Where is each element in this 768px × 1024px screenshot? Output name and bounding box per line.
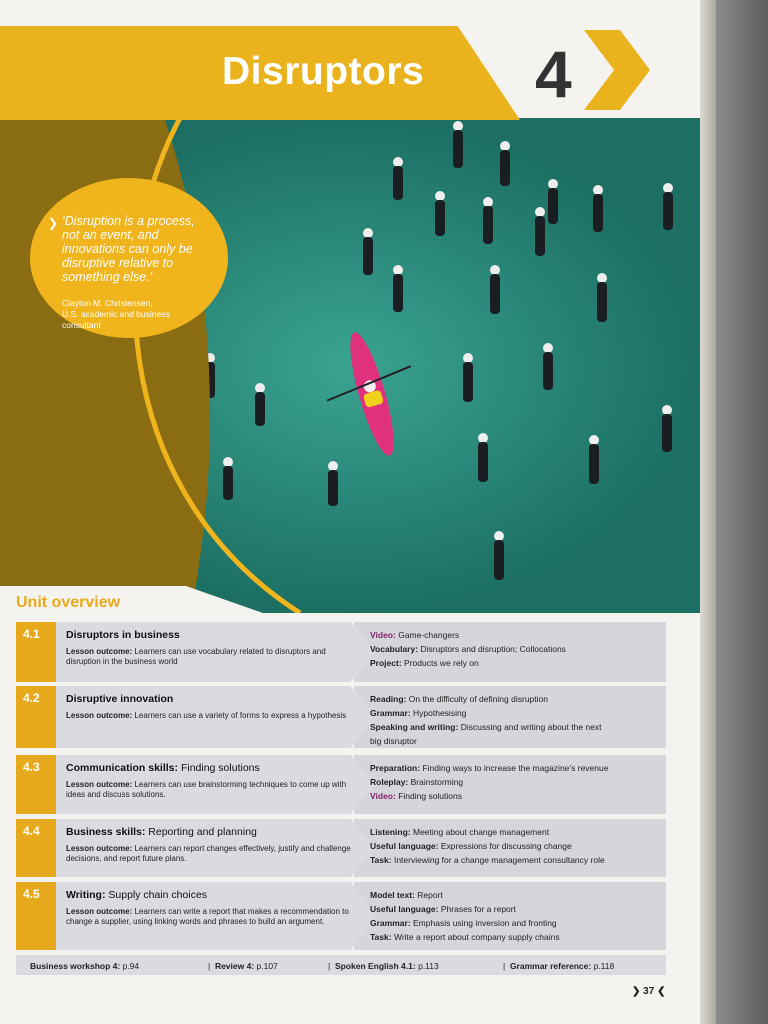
outcome-label: Lesson outcome: [66,711,133,720]
lesson-detail-item [370,855,605,865]
detail-text: Brainstorming [410,777,464,787]
detail-label: Preparation: [370,763,421,773]
outcome-label: Lesson outcome: [66,907,133,916]
detail-text: Hypothesising [413,708,467,718]
detail-text: Report [417,890,443,900]
lesson-detail-item [370,736,417,746]
detail-text: Game-changers [398,630,460,640]
footer-page: p.107 [256,961,278,971]
quote-author [62,298,202,331]
detail-text: Interviewing for a change management consultancy role [393,855,605,865]
outcome-text: Learners can use vocabulary related to disruptors and disruption in the business world [66,647,326,666]
detail-label: Vocabulary: [370,644,419,654]
quote-chevron-icon: ❯ [48,216,59,230]
footer-page: p.118 [593,961,615,971]
lesson-outcome [66,907,351,927]
lesson-detail-item [370,722,602,732]
lesson-row [16,755,666,814]
lesson-title-rest: Supply chain choices [105,889,208,901]
detail-label: Speaking and writing: [370,722,459,732]
footer-reference [30,961,139,971]
lesson-number-tab [16,686,56,748]
lesson-title-bold: Business skills: [66,826,146,838]
detail-label: Roleplay: [370,777,409,787]
footer-divider: | [208,961,215,971]
lesson-row [16,882,666,950]
unit-overview-heading: Unit overview [16,594,121,611]
detail-text: Expressions for discussing change [440,841,572,851]
lesson-detail-item [370,918,557,928]
lesson-row [16,819,666,877]
detail-text: Discussing and writing about the next [460,722,602,732]
outcome-text: Learners can write a report that makes a recommendation to change a supplier, using linking words and phrases to build an argument. [66,907,349,926]
detail-text: On the difficulty of defining disruption [408,694,548,704]
outcome-text: Learners can use brainstorming techniques to come up with ideas and discuss solutions. [66,780,347,799]
footer-reference [503,961,614,971]
footer-divider: | [328,961,335,971]
lesson-number-tab [16,882,56,950]
detail-label: Reading: [370,694,407,704]
footer-page: p.94 [122,961,140,971]
footer-label: Business workshop 4: [30,961,121,971]
detail-text: Disruptors and disruption; Collocations [420,644,566,654]
outcome-label: Lesson outcome: [66,647,133,656]
lesson-detail-item [370,658,479,668]
detail-label: Task: [370,855,392,865]
detail-label: Task: [370,932,392,942]
detail-label: Useful language: [370,841,439,851]
lesson-number: 4.3 [23,760,40,774]
unit-title: Disruptors [222,50,425,93]
lesson-number: 4.5 [23,887,40,901]
lesson-outcome [66,780,351,800]
lesson-title-bold: Disruptive innovation [66,693,174,705]
footer-label: Grammar reference: [509,961,592,971]
unit-number: 4 [535,37,572,111]
lesson-detail-item [370,630,459,640]
footer-label: Review 4: [214,961,255,971]
lesson-title [66,762,260,774]
detail-text: Emphasis using inversion and fronting [413,918,557,928]
lesson-detail-item [370,890,443,900]
lesson-title-bold: Disruptors in business [66,629,180,641]
author-role: U.S. academic and business consultant [62,309,170,330]
lesson-detail-item [370,904,516,914]
lesson-number: 4.4 [23,824,40,838]
lesson-number-tab [16,622,56,682]
lesson-row [16,686,666,748]
lesson-outcome [66,844,351,864]
detail-text: Write a report about company supply chains [393,932,560,942]
detail-text: Meeting about change management [412,827,550,837]
outcome-label: Lesson outcome: [66,844,133,853]
lesson-outcome [66,711,351,721]
lesson-detail-item [370,694,548,704]
lesson-outcome [66,647,351,667]
lesson-detail-item [370,763,608,773]
lesson-number-tab [16,755,56,814]
detail-label: Grammar: [370,708,411,718]
outcome-label: Lesson outcome: [66,780,133,789]
lesson-title-bold: Communication skills: [66,762,179,774]
lesson-title-rest: Reporting and planning [145,826,257,838]
detail-text: Finding ways to increase the magazine’s revenue [422,763,609,773]
detail-label: Video: [370,630,396,640]
lesson-number: 4.2 [23,691,40,705]
quote-text: ‘Disruption is a process, not an event, and innovations can only be disruptive relative to something else.’ [62,214,195,284]
footer-divider: | [503,961,510,971]
book-shadow [716,0,768,1024]
page-number-text: 37 [643,986,655,997]
detail-label: Project: [370,658,402,668]
lesson-title [66,889,207,901]
detail-text: big disruptor [370,736,417,746]
detail-label: Listening: [370,827,411,837]
footer-page: p.113 [418,961,439,971]
lesson-detail-item [370,708,466,718]
detail-label: Useful language: [370,904,439,914]
lesson-number: 4.1 [23,627,40,641]
outcome-text: Learners can report changes effectively, justify and challenge decisions, and report future plans. [66,844,351,863]
lesson-detail-item [370,777,463,787]
top-margin [0,0,700,26]
detail-text: Products we rely on [404,658,479,668]
lesson-detail-item [370,841,572,851]
lesson-number-tab [16,819,56,877]
author-name: Clayton M. Christensen, [62,298,153,308]
lesson-row [16,622,666,682]
detail-text: Finding solutions [398,791,462,801]
lesson-title-bold: Writing: [66,889,106,901]
lesson-detail-item [370,644,566,654]
lesson-title [66,826,257,838]
lesson-detail-item [370,791,462,801]
page-number [632,986,665,997]
lesson-detail-item [370,932,560,942]
lesson-title [66,693,173,705]
footer-label: Spoken English 4.1: [334,961,416,971]
page-next-icon: ❮ [657,986,666,997]
page-prev-icon: ❯ [632,986,641,997]
footer-reference [328,961,439,971]
lesson-detail-item [370,827,549,837]
lesson-title-rest: Finding solutions [178,762,260,774]
footer-reference [208,961,278,971]
lesson-title [66,629,180,641]
outcome-text: Learners can use a variety of forms to express a hypothesis [134,711,347,720]
book-spine [700,0,716,1024]
detail-label: Model text: [370,890,415,900]
detail-text: Phrases for a report [440,904,516,914]
detail-label: Video: [370,791,396,801]
chevron-right-icon [582,30,652,110]
detail-label: Grammar: [370,918,411,928]
